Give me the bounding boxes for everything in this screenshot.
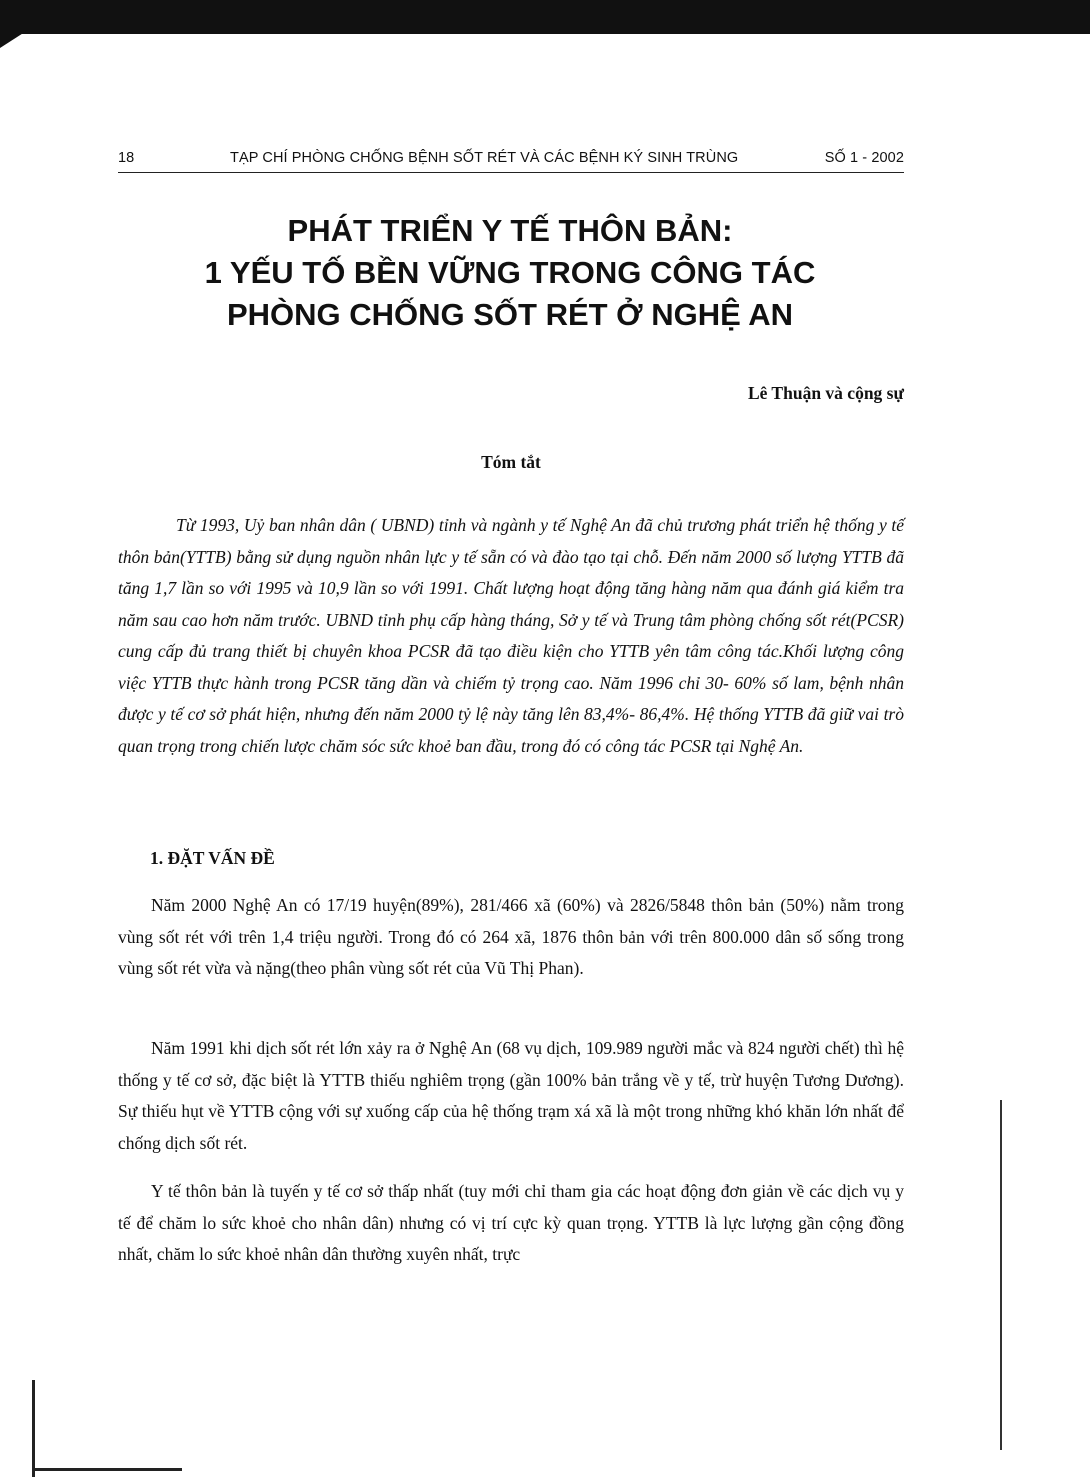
scan-border-right — [1000, 1100, 1002, 1450]
title-line: 1 YẾU TỐ BỀN VỮNG TRONG CÔNG TÁC — [204, 255, 816, 290]
title-line: PHÒNG CHỐNG SỐT RÉT Ở NGHỆ AN — [226, 297, 794, 332]
article-title — [120, 210, 900, 336]
journal-title: TẠP CHÍ PHÒNG CHỐNG BỆNH SỐT RÉT VÀ CÁC BỆNH KÝ SINH TRÙNG — [230, 150, 739, 166]
running-header — [118, 148, 904, 173]
body-paragraph: Y tế thôn bản là tuyến y tế cơ sở thấp nhất (tuy mới chỉ tham gia các hoạt động đơn giản về các dịch vụ y tế để chăm lo sức khoẻ cho nhân dân) nhưng có vị trí cực kỳ quan trọng. YTTB là lực lượng gần cộng đồng nhất, chăm lo sức khoẻ nhân dân thường xuyên nhất, trực — [118, 1181, 904, 1264]
title-line: PHÁT TRIỂN Y TẾ THÔN BẢN: — [287, 213, 733, 248]
section-heading: 1. ĐẶT VẤN ĐỀ — [150, 848, 275, 868]
abstract-text: Từ 1993, Uỷ ban nhân dân ( UBND) tỉnh và ngành y tế Nghệ An đã chủ trương phát triển hệ thống y tế thôn bản(YTTB) bằng sử dụng nguồn nhân lực y tế sẵn có và đào tạo tại chỗ. Đến năm 2000 số lượng YTTB đã tăng 1,7 lần so với 1995 và 10,9 lần so với 1991. Chất lượng hoạt động tăng hàng năm qua đánh giá kiểm tra năm sau cao hơn năm trước. UBND tỉnh phụ cấp hàng tháng, Sở y tế và Trung tâm phòng chống sốt rét(PCSR) cung cấp đủ trang thiết bị chuyên khoa PCSR đã tạo điều kiện cho YTTB yên tâm công tác.Khối lượng công việc YTTB thực hành trong PCSR tăng dần và chiếm tỷ trọng cao. Năm 1996 chỉ 30- 60% số lam, bệnh nhân được y tế cơ sở phát hiện, nhưng đến năm 2000 tỷ lệ này tăng lên 83,4%- 86,4%. Hệ thống YTTB đã giữ vai trò quan trọng trong chiến lược chăm sóc sức khoẻ ban đầu, trong đó có công tác PCSR tại Nghệ An. — [118, 515, 904, 756]
issue-number: SỐ 1 - 2002 — [824, 150, 904, 166]
scan-border-bottom — [32, 1468, 182, 1471]
body-paragraph: Năm 2000 Nghệ An có 17/19 huyện(89%), 281/466 xã (60%) và 2826/5848 thôn bản (50%) nằm trong vùng sốt rét với trên 1,4 triệu người. Trong đó có 264 xã, 1876 thôn bản với trên 800.000 dân số sống trong vùng sốt rét vừa và nặng(theo phân vùng sốt rét của Vũ Thị Phan). — [118, 895, 904, 978]
page-number: 18 — [118, 150, 135, 166]
body-paragraph: Năm 1991 khi dịch sốt rét lớn xảy ra ở Nghệ An (68 vụ dịch, 109.989 người mắc và 824 người chết) thì hệ thống y tế cơ sở, đặc biệt là YTTB thiếu nghiêm trọng (gần 100% bản trắng về y tế, trừ huyện Tương Dương). Sự thiếu hụt về YTTB cộng với sự xuống cấp của hệ thống trạm xá xã là một trong những khó khăn lớn nhất để chống dịch sốt rét. — [118, 1038, 904, 1153]
authors: Lê Thuận và cộng sự — [747, 383, 904, 403]
abstract-heading: Tóm tắt — [481, 452, 541, 472]
scan-border-left — [32, 1380, 35, 1477]
scan-border-top — [0, 0, 1090, 34]
